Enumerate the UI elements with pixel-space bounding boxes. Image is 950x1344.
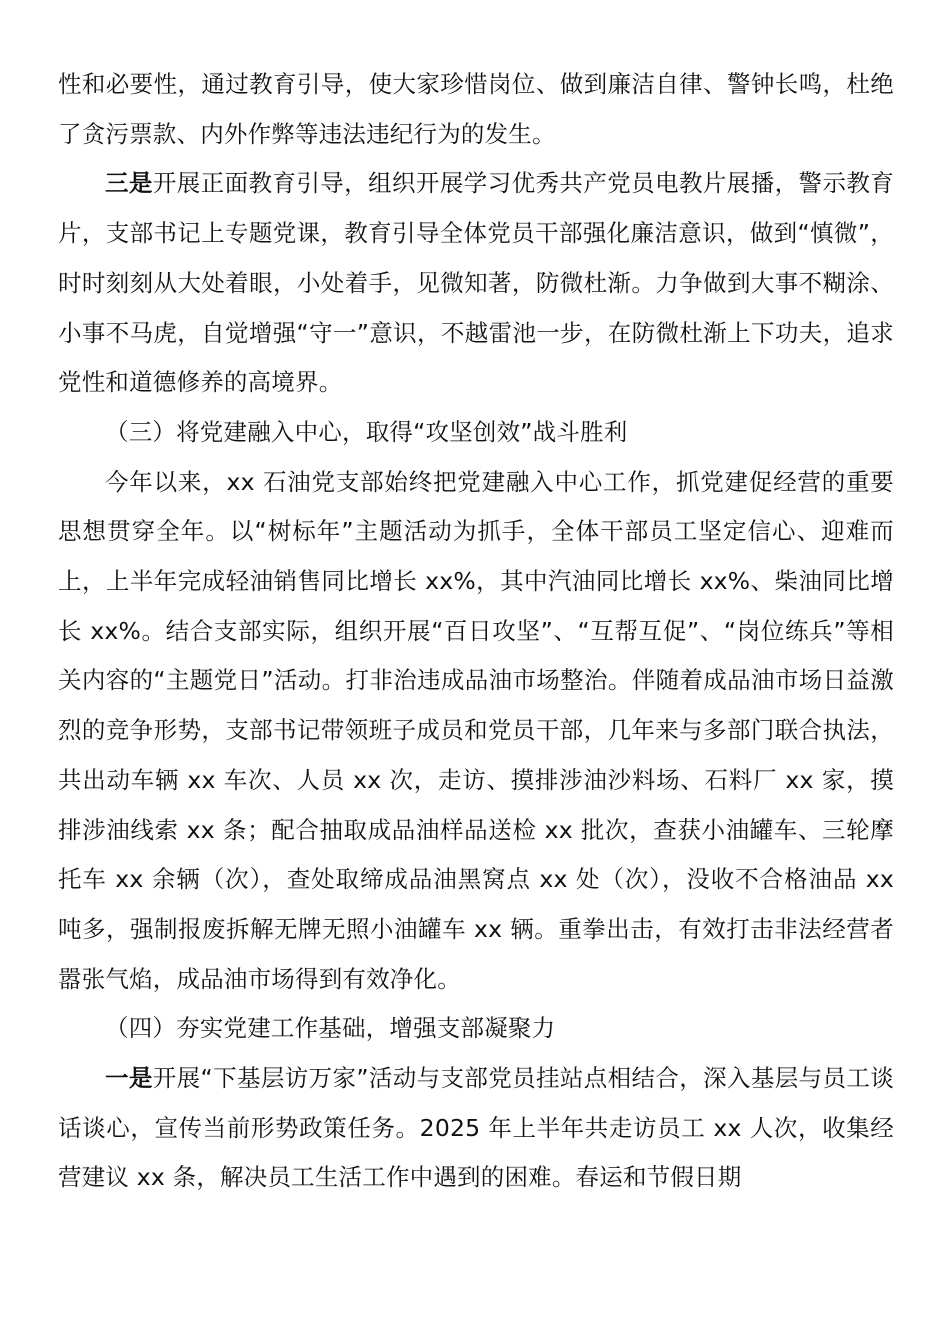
- paragraph-text: 开展“下基层访万家”活动与支部党员挂站点相结合，深入基层与员工谈话谈心，宣传当前形势政策任务。2025 年上半年共走访员工 xx 人次，收集经营建议 xx 条，解决员工生活工作中遇到的困难。春运和节假日期: [58, 1064, 895, 1192]
- paragraph-lead-bold: 一是: [105, 1064, 153, 1093]
- paragraph-text: 性和必要性，通过教育引导，使大家珍惜岗位、做到廉洁自律、警钟长鸣，杜绝了贪污票款、内外作弊等违法违纪行为的发生。: [58, 70, 894, 148]
- paragraph-lead-bold: 三是: [105, 169, 153, 198]
- heading-text: （四）夯实党建工作基础，增强支部凝聚力: [105, 1014, 556, 1043]
- paragraph-party-building: [58, 458, 894, 1005]
- paragraph-continuation: [58, 60, 894, 159]
- section-heading-three: [58, 408, 894, 458]
- paragraph-text: 开展正面教育引导，组织开展学习优秀共产党员电教片展播，警示教育片，支部书记上专题党课，教育引导全体党员干部强化廉洁意识，做到“慎微”，时时刻刻从大处着眼，小处着手，见微知著，防微杜渐。力争做到大事不糊涂、小事不马虎，自觉增强“守一”意识，不越雷池一步，在防微杜渐上下功夫，追求党性和道德修养的高境界。: [58, 169, 895, 397]
- paragraph-three-is: [58, 159, 894, 408]
- section-heading-four: [58, 1004, 894, 1054]
- heading-text: （三）将党建融入中心，取得“攻坚创效”战斗胜利: [105, 417, 628, 446]
- paragraph-text: 今年以来，xx 石油党支部始终把党建融入中心工作，抓党建促经营的重要思想贯穿全年。以“树标年”主题活动为抓手，全体干部员工坚定信心、迎难而上，上半年完成轻油销售同比增长 xx%，其中汽油同比增长 xx%、柴油同比增长 xx%。结合支部实际，组织开展“百日攻坚”、“互帮互促”、“岗位练兵”等相关内容的“主题党日”活动。打非治违成品油市场整治。伴随着成品油市场日益激烈的竞争形势，支部书记带领班子成员和党员干部，几年来与多部门联合执法，共出动车辆 xx 车次、人员 xx 次，走访、摸排涉油沙料场、石料厂 xx 家，摸排涉油线索 xx 条；配合抽取成品油样品送检 xx 批次，查获小油罐车、三轮摩托车 xx 余辆（次），查处取缔成品油黑窝点 xx 处（次），没收不合格油品 xx 吨多，强制报废拆解无牌无照小油罐车 xx 辆。重拳出击，有效打击非法经营者嚣张气焰，成品油市场得到有效净化。: [58, 467, 894, 993]
- paragraph-one-is: [58, 1054, 894, 1203]
- document-page: [58, 60, 894, 1203]
